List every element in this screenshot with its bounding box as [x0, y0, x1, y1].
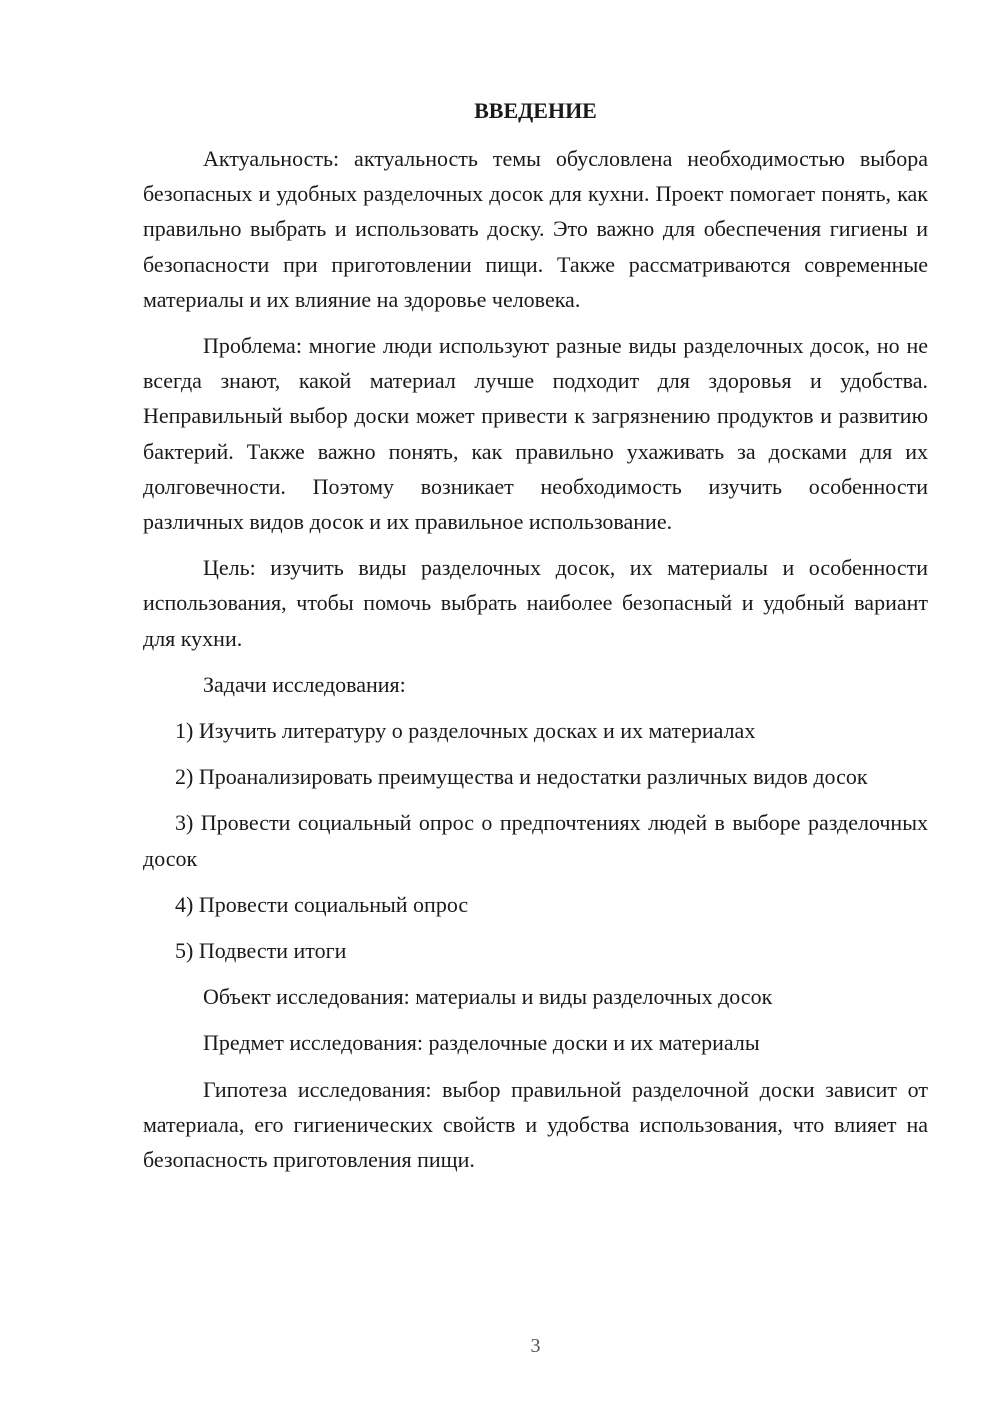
task-item-2: 2) Проанализировать преимущества и недостатки различных видов досок	[175, 764, 868, 790]
paragraph-tasks-heading: Задачи исследования:	[203, 671, 406, 697]
task-item-3: 3) Провести социальный опрос о предпочтениях людей в выборе разделочных досок	[143, 810, 928, 871]
document-page	[143, 0, 928, 1414]
paragraph-goal: Цель: изучить виды разделочных досок, их материалы и особенности использования, чтобы помочь выбрать наиболее безопасный и удобный вариант для кухни.	[143, 555, 928, 651]
document-body	[143, 141, 928, 1188]
section-heading: ВВЕДЕНИЕ	[474, 98, 597, 123]
paragraph-relevance: Актуальность: актуальность темы обусловлена необходимостью выбора безопасных и удобных разделочных досок для кухни. Проект помогает понять, как правильно выбрать и использовать доску. Это важно для обеспечения гигиены и безопасности при приготовлении пищи. Также рассматриваются современные материалы и их влияние на здоровье человека.	[143, 146, 928, 312]
paragraph-subject: Предмет исследования: разделочные доски и их материалы	[203, 1030, 760, 1056]
paragraph-hypothesis: Гипотеза исследования: выбор правильной разделочной доски зависит от материала, его гигиенических свойств и удобства использования, что влияет на безопасность приготовления пищи.	[143, 1076, 928, 1173]
task-item-5: 5) Подвести итоги	[175, 938, 347, 964]
paragraph-object: Объект исследования: материалы и виды разделочных досок	[203, 984, 773, 1010]
task-item-1: 1) Изучить литературу о разделочных досках и их материалах	[175, 718, 756, 744]
page-number: 3	[530, 1335, 541, 1357]
paragraph-problem: Проблема: многие люди используют разные виды разделочных досок, но не всегда знают, какой материал лучше подходит для здоровья и удобства. Неправильный выбор доски может привести к загрязнению продуктов и развитию бактерий. Также важно понять, как правильно ухаживать за досками для их долговечности. Поэтому возникает необходимость изучить особенности различных видов досок и их правильное использование.	[143, 333, 928, 535]
task-item-4: 4) Провести социальный опрос	[175, 891, 469, 917]
